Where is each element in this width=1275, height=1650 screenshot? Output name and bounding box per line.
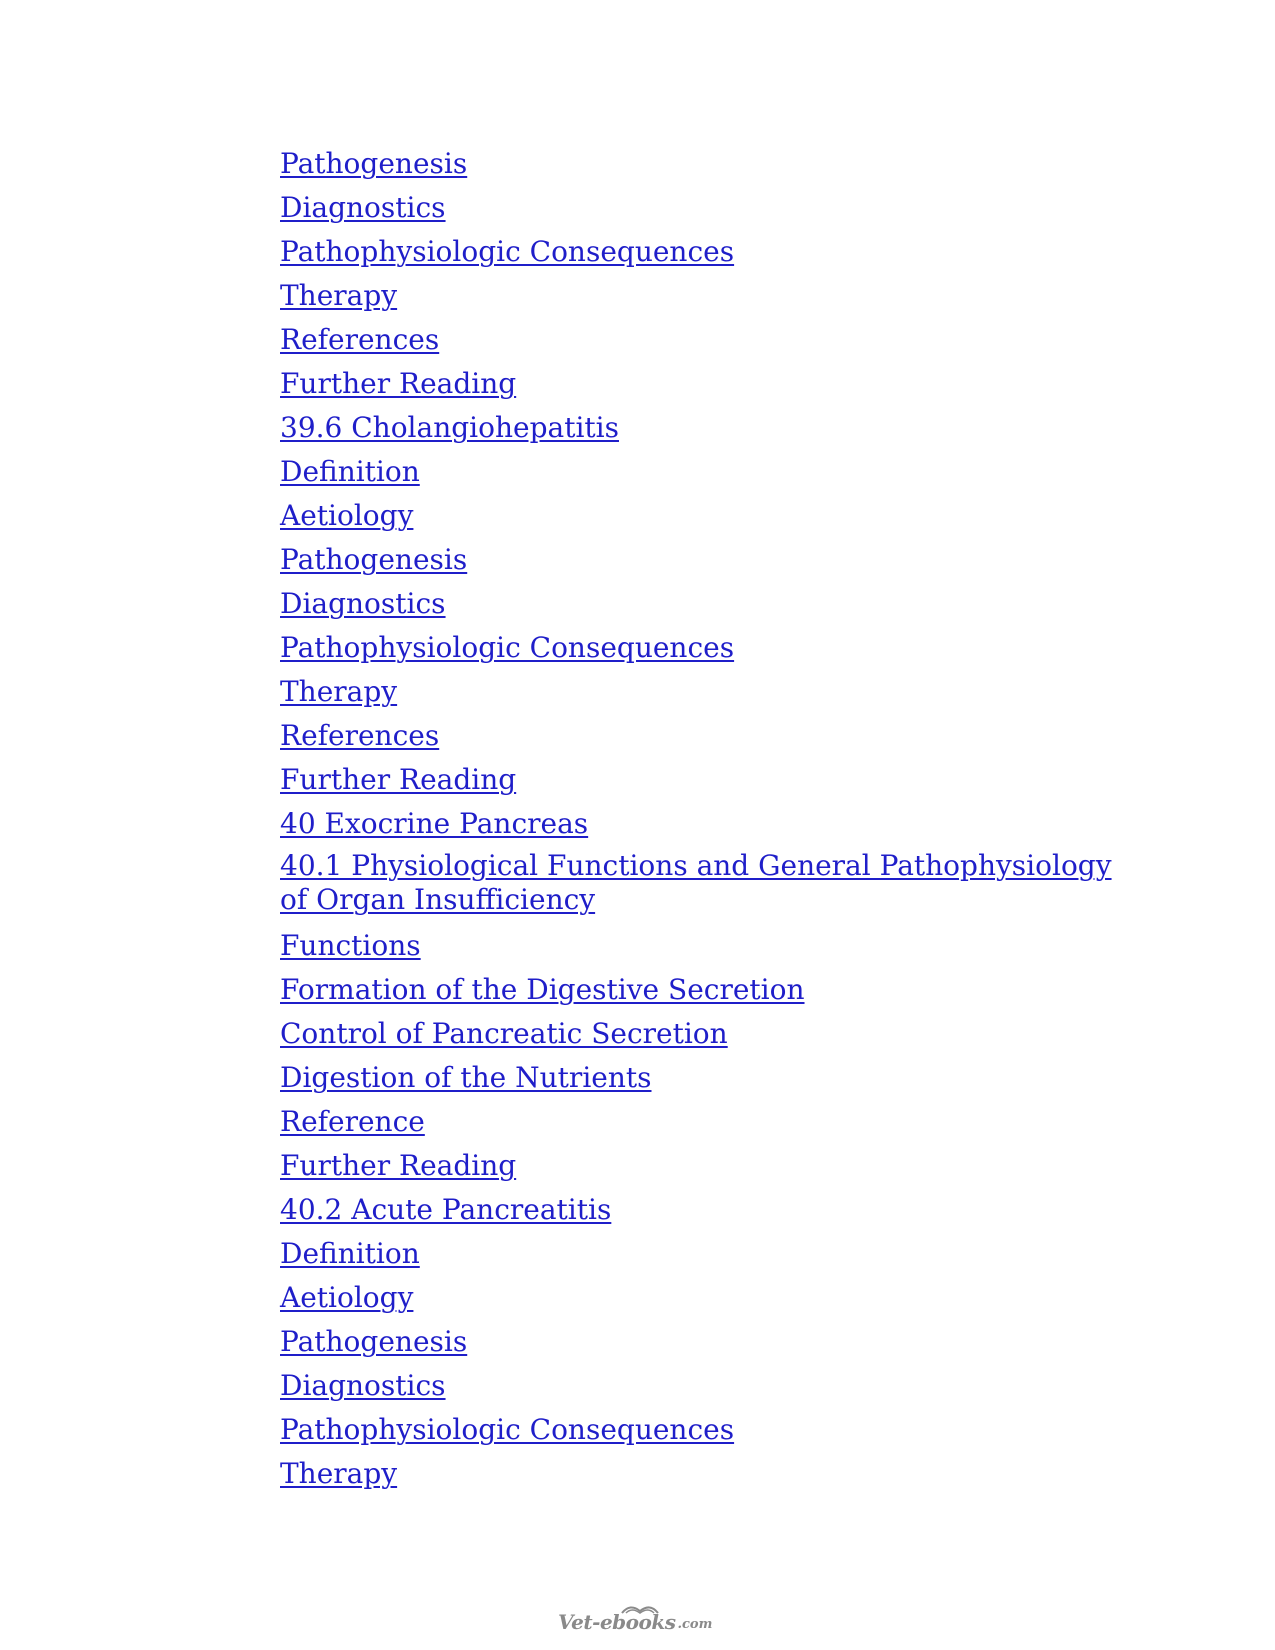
open-book-icon xyxy=(620,1601,660,1615)
table-of-contents xyxy=(280,145,1140,1499)
toc-link-formation-of-digestive-secretion[interactable]: Formation of the Digestive Secretion xyxy=(280,973,805,1006)
toc-link-definition[interactable]: Definition xyxy=(280,455,420,488)
toc-entry xyxy=(280,1323,1140,1367)
toc-link-references[interactable]: References xyxy=(280,719,440,752)
toc-entry xyxy=(280,497,1140,541)
toc-link-physiological-functions[interactable]: 40.1 Physiological Functions and General Pathophysiology of Organ Insufficiency xyxy=(280,849,1112,916)
toc-entry xyxy=(280,409,1140,453)
toc-entry xyxy=(280,629,1140,673)
toc-entry xyxy=(280,453,1140,497)
toc-link-further-reading[interactable]: Further Reading xyxy=(280,1149,517,1182)
toc-link-pathophysiologic-consequences[interactable]: Pathophysiologic Consequences xyxy=(280,235,735,268)
toc-link-aetiology[interactable]: Aetiology xyxy=(280,499,414,532)
toc-entry xyxy=(280,1059,1140,1103)
toc-entry xyxy=(280,1103,1140,1147)
toc-link-pathogenesis[interactable]: Pathogenesis xyxy=(280,147,468,180)
toc-entry xyxy=(280,145,1140,189)
toc-entry xyxy=(280,1279,1140,1323)
toc-entry xyxy=(280,365,1140,409)
toc-link-therapy[interactable]: Therapy xyxy=(280,675,398,708)
toc-entry xyxy=(280,1147,1140,1191)
watermark-suffix: .com xyxy=(677,1617,713,1632)
toc-entry xyxy=(280,277,1140,321)
toc-entry xyxy=(280,585,1140,629)
toc-entry xyxy=(280,673,1140,717)
toc-link-acute-pancreatitis[interactable]: 40.2 Acute Pancreatitis xyxy=(280,1193,612,1226)
toc-entry xyxy=(280,971,1140,1015)
toc-link-diagnostics[interactable]: Diagnostics xyxy=(280,191,446,224)
toc-link-pathogenesis[interactable]: Pathogenesis xyxy=(280,543,468,576)
toc-link-therapy[interactable]: Therapy xyxy=(280,279,398,312)
toc-link-control-of-pancreatic-secretion[interactable]: Control of Pancreatic Secretion xyxy=(280,1017,728,1050)
toc-link-diagnostics[interactable]: Diagnostics xyxy=(280,587,446,620)
toc-link-digestion-of-nutrients[interactable]: Digestion of the Nutrients xyxy=(280,1061,652,1094)
toc-entry xyxy=(280,233,1140,277)
toc-link-further-reading[interactable]: Further Reading xyxy=(280,367,517,400)
toc-entry xyxy=(280,805,1140,849)
toc-link-pathogenesis[interactable]: Pathogenesis xyxy=(280,1325,468,1358)
toc-link-reference[interactable]: Reference xyxy=(280,1105,425,1138)
toc-entry xyxy=(280,927,1140,971)
toc-entry xyxy=(280,1411,1140,1455)
toc-entry xyxy=(280,321,1140,365)
toc-link-functions[interactable]: Functions xyxy=(280,929,421,962)
toc-entry xyxy=(280,189,1140,233)
toc-entry xyxy=(280,1191,1140,1235)
toc-link-pathophysiologic-consequences[interactable]: Pathophysiologic Consequences xyxy=(280,1413,735,1446)
toc-link-further-reading[interactable]: Further Reading xyxy=(280,763,517,796)
toc-entry xyxy=(280,849,1140,927)
toc-link-definition[interactable]: Definition xyxy=(280,1237,420,1270)
toc-entry xyxy=(280,1015,1140,1059)
toc-entry xyxy=(280,541,1140,585)
toc-entry xyxy=(280,1455,1140,1499)
watermark-logo xyxy=(558,1607,718,1637)
toc-link-diagnostics[interactable]: Diagnostics xyxy=(280,1369,446,1402)
toc-link-pathophysiologic-consequences[interactable]: Pathophysiologic Consequences xyxy=(280,631,735,664)
toc-link-exocrine-pancreas[interactable]: 40 Exocrine Pancreas xyxy=(280,807,589,840)
toc-link-references[interactable]: References xyxy=(280,323,440,356)
toc-link-cholangiohepatitis[interactable]: 39.6 Cholangiohepatitis xyxy=(280,411,619,444)
toc-entry xyxy=(280,761,1140,805)
toc-entry xyxy=(280,717,1140,761)
toc-entry xyxy=(280,1235,1140,1279)
toc-link-aetiology[interactable]: Aetiology xyxy=(280,1281,414,1314)
toc-link-therapy[interactable]: Therapy xyxy=(280,1457,398,1490)
toc-entry xyxy=(280,1367,1140,1411)
watermark-text: Vet-ebooks xyxy=(558,1610,676,1634)
